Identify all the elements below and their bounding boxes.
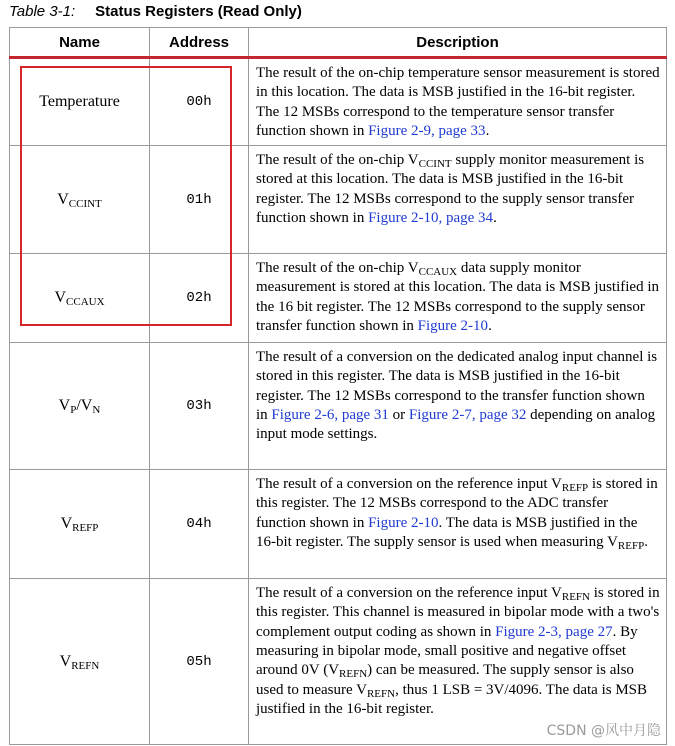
table-row: [10, 343, 667, 470]
register-name: $V_{REFP}$: [10, 470, 150, 579]
register-address: 03h: [150, 343, 249, 470]
register-address: 01h: [150, 146, 249, 254]
figure-link[interactable]: Figure 2-6, page 31: [271, 407, 389, 424]
table-row: [10, 470, 667, 579]
register-description: The result of the on-chip $V_{CCAUX}$ data supply monitor measurement is stored at this location. The data is MSB justified in the 16 bit register. The 12 MSBs correspond to the supply sensor transfer function shown in Figure 2-10.: [249, 254, 667, 343]
header-description: Description: [249, 28, 667, 58]
status-registers-table: [9, 27, 667, 745]
watermark: CSDN @风中月隐: [546, 723, 661, 739]
table-row: [10, 146, 667, 254]
table-row: [10, 58, 667, 146]
register-address: 05h: [150, 579, 249, 745]
register-description: The result of a conversion on the reference input $V_{REFN}$ is stored in this register. This channel is measured in bipolar mode with a two's complement output coding as shown in Figure 2-3, page 27. By measuring in bipolar mode, small positive and negative offset around 0V $(V_{REFN})$ can be measured. The supply sensor is also used to measure $V_{REFN}$, thus 1 LSB = 3V/4096. The data is MSB justified in the 16-bit register.: [249, 579, 667, 745]
register-description: The result of a conversion on the reference input $V_{REFP}$ is stored in this register. The 12 MSBs correspond to the ADC transfer function shown in Figure 2-10. The data is MSB justified in the 16-bit register. The supply sensor is used when measuring $V_{REFP}$.: [249, 470, 667, 579]
register-address: 04h: [150, 470, 249, 579]
register-name: $V_{CCINT}$: [10, 146, 150, 254]
register-description: The result of the on-chip $V_{CCINT}$ supply monitor measurement is stored at this location. The data is MSB justified in the 16-bit register. The 12 MSBs correspond to the supply sensor transfer function shown in Figure 2-10, page 34.: [249, 146, 667, 254]
register-address: 00h: [150, 58, 249, 146]
register-name: $V_{REFN}$: [10, 579, 150, 745]
figure-link[interactable]: Figure 2-3, page 27: [495, 623, 613, 640]
table-title: Status Registers (Read Only): [95, 3, 302, 20]
figure-link[interactable]: Figure 2-10: [417, 318, 489, 335]
figure-link[interactable]: Figure 2-9, page 33: [368, 122, 486, 139]
header-address: Address: [150, 28, 249, 58]
register-name: $V_P/V_N$: [10, 343, 150, 470]
table-number: Table 3-1:: [9, 3, 76, 20]
header-row: [10, 28, 667, 58]
figure-link[interactable]: Figure 2-10, page 34: [368, 210, 494, 227]
figure-link[interactable]: Figure 2-7, page 32: [408, 407, 527, 424]
register-name: Temperature: [10, 58, 150, 146]
table-row: [10, 254, 667, 343]
register-description: The result of a conversion on the dedicated analog input channel is stored in this register. The data is MSB justified in the 16-bit register. The 12 MSBs correspond to the transfer function shown in Figure 2-6, page 31 or Figure 2-7, page 32 depending on analog input mode settings.: [249, 343, 667, 470]
figure-link[interactable]: Figure 2-10: [368, 514, 439, 531]
register-name: $V_{CCAUX}$: [10, 254, 150, 343]
register-description: The result of the on-chip temperature sensor measurement is stored in this location. The data is MSB justified in the 16-bit register. The 12 MSBs correspond to the temperature sensor transfer function shown in Figure 2-9, page 33.: [249, 58, 667, 146]
table-caption: [9, 3, 302, 20]
header-name: Name: [10, 28, 150, 58]
register-address: 02h: [150, 254, 249, 343]
